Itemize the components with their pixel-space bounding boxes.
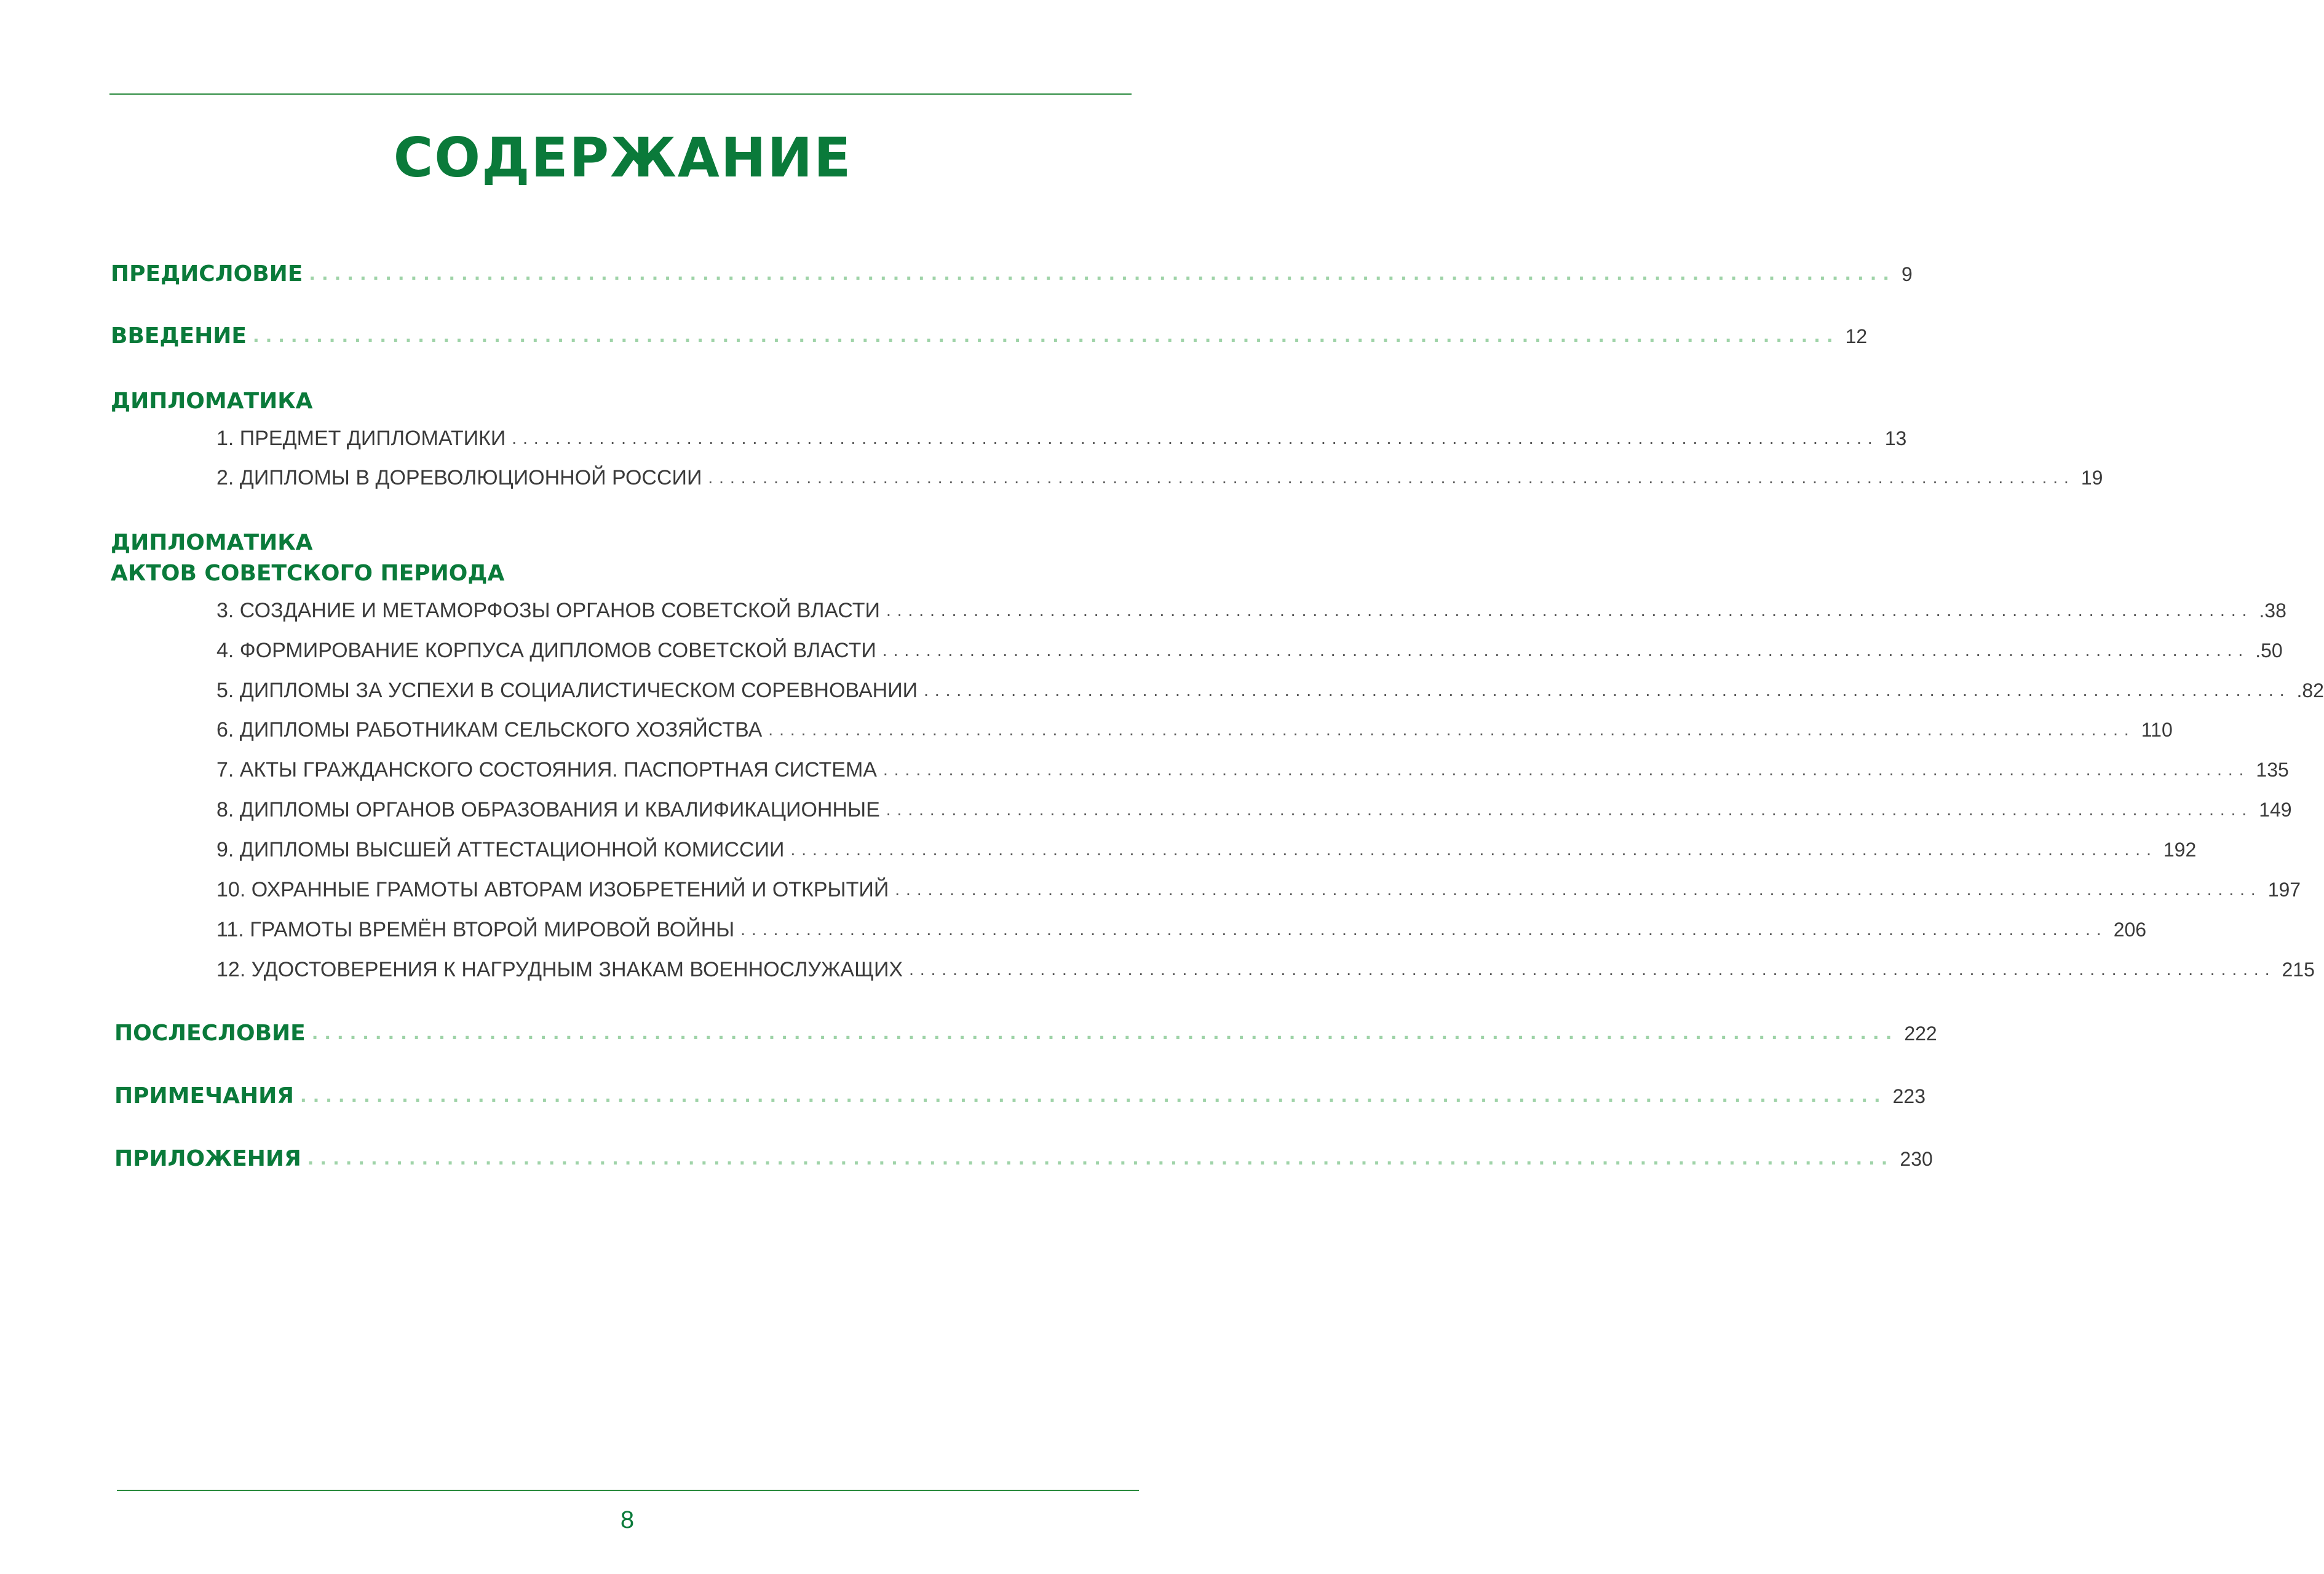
toc-entry-chapter-7[interactable] (216, 758, 2289, 782)
toc-entry-intro[interactable] (111, 323, 1868, 349)
toc-entry-notes[interactable] (114, 1083, 1925, 1109)
dot-leader: ............................................................................................................................. (740, 920, 2108, 939)
toc-page-number: 13 (1884, 427, 1907, 449)
page-title: СОДЕРЖАНИЕ (393, 126, 852, 189)
section-heading-soviet-acts (111, 528, 504, 589)
toc-entry-label: 7. АКТЫ ГРАЖДАНСКОГО СОСТОЯНИЯ. ПАСПОРТНАЯ СИСТЕМА (216, 758, 877, 781)
toc-entry-chapter-2[interactable] (216, 466, 2103, 490)
toc-page-number: 230 (1900, 1148, 1933, 1170)
toc-page-number: 149 (2259, 799, 2292, 821)
dot-leader: ............................................................................................................................. (886, 800, 2253, 819)
toc-entry-label: 5. ДИПЛОМЫ ЗА УСПЕХИ В СОЦИАЛИСТИЧЕСКОМ СОРЕВНОВАНИИ (216, 679, 918, 702)
toc-entry-label: 4. ФОРМИРОВАНИЕ КОРПУСА ДИПЛОМОВ СОВЕТСКОЙ ВЛАСТИ (216, 639, 876, 662)
toc-page-number: .38 (2259, 599, 2286, 622)
top-rule (109, 93, 1132, 95)
dot-leader: ............................................................................................................................. (895, 880, 2262, 899)
toc-entry-label: 9. ДИПЛОМЫ ВЫСШЕЙ АТТЕСТАЦИОННОЙ КОМИССИИ (216, 838, 785, 861)
toc-entry-chapter-9[interactable] (216, 838, 2197, 862)
toc-entry-label: 12. УДОСТОВЕРЕНИЯ К НАГРУДНЫМ ЗНАКАМ ВОЕННОСЛУЖАЩИХ (216, 958, 903, 981)
section-heading-line: ДИПЛОМАТИКА (111, 389, 313, 414)
section-heading-line: АКТОВ СОВЕТСКОГО ПЕРИОДА (111, 561, 505, 586)
section-heading-line: ДИПЛОМАТИКА (111, 530, 313, 555)
toc-page-number: 222 (1904, 1022, 1937, 1045)
dot-leader: ............................................................................................................................. (300, 1086, 1887, 1106)
toc-page-number: 197 (2267, 879, 2301, 901)
toc-entry-label: ПОСЛЕСЛОВИЕ (114, 1021, 306, 1046)
toc-entry-chapter-4[interactable] (216, 639, 2283, 663)
toc-entry-label: 8. ДИПЛОМЫ ОРГАНОВ ОБРАЗОВАНИЯ И КВАЛИФИКАЦИОННЫЕ (216, 798, 880, 821)
toc-entry-label: 6. ДИПЛОМЫ РАБОТНИКАМ СЕЛЬСКОГО ХОЗЯЙСТВА (216, 718, 763, 742)
toc-page-number: 135 (2256, 759, 2289, 781)
toc-entry-chapter-11[interactable] (216, 918, 2147, 942)
dot-leader: ............................................................................................................................. (790, 840, 2157, 859)
dot-leader: ............................................................................................................................. (886, 601, 2253, 620)
toc-page-number: 223 (1892, 1085, 1925, 1107)
dot-leader: ............................................................................................................................. (924, 681, 2291, 700)
page-number: 8 (620, 1506, 635, 1533)
toc-entry-label: ПРИЛОЖЕНИЯ (114, 1146, 301, 1171)
dot-leader: ............................................................................................................................. (909, 960, 2276, 979)
toc-page-number: 12 (1845, 325, 1868, 347)
toc-entry-chapter-8[interactable] (216, 798, 2292, 822)
toc-entry-chapter-3[interactable] (216, 599, 2286, 623)
toc-page-number: 19 (2080, 467, 2103, 489)
toc-entry-chapter-1[interactable] (216, 427, 1907, 451)
toc-page-number: .50 (2255, 639, 2283, 662)
dot-leader: ............................................................................................................................. (882, 641, 2250, 660)
toc-entry-afterword[interactable] (114, 1021, 1937, 1046)
toc-entry-chapter-6[interactable] (216, 718, 2173, 742)
toc-entry-label: 1. ПРЕДМЕТ ДИПЛОМАТИКИ (216, 427, 506, 450)
toc-entry-foreword[interactable] (111, 261, 1913, 287)
toc-entry-label: ПРИМЕЧАНИЯ (114, 1083, 294, 1109)
toc-entry-chapter-12[interactable] (216, 958, 2315, 982)
toc-page-number: 206 (2113, 919, 2147, 941)
dot-leader: ............................................................................................................................. (252, 326, 1839, 346)
dot-leader: ............................................................................................................................. (307, 1149, 1894, 1169)
dot-leader: ............................................................................................................................. (512, 429, 1879, 448)
dot-leader: ............................................................................................................................. (311, 1023, 1898, 1043)
dot-leader: ............................................................................................................................. (708, 468, 2075, 487)
dot-leader: ............................................................................................................................. (768, 720, 2135, 739)
dot-leader: ............................................................................................................................. (309, 264, 1895, 284)
toc-page-number: 215 (2282, 959, 2315, 981)
toc-page-number: 192 (2163, 839, 2197, 861)
toc-page-number: 110 (2141, 719, 2173, 741)
section-heading-diplomatics (111, 386, 312, 417)
toc-entry-chapter-5[interactable] (216, 679, 2324, 703)
toc-entry-label: 3. СОЗДАНИЕ И МЕТАМОРФОЗЫ ОРГАНОВ СОВЕТСКОЙ ВЛАСТИ (216, 599, 880, 622)
toc-entry-label: 11. ГРАМОТЫ ВРЕМЁН ВТОРОЙ МИРОВОЙ ВОЙНЫ (216, 918, 735, 941)
toc-entry-label: 2. ДИПЛОМЫ В ДОРЕВОЛЮЦИОННОЙ РОССИИ (216, 466, 702, 489)
toc-page-number: .82 (2296, 679, 2324, 702)
toc-page-number: 9 (1901, 263, 1913, 285)
dot-leader: ............................................................................................................................. (883, 760, 2250, 779)
toc-entry-label: 10. ОХРАННЫЕ ГРАМОТЫ АВТОРАМ ИЗОБРЕТЕНИЙ И ОТКРЫТИЙ (216, 878, 889, 901)
bottom-rule (117, 1490, 1139, 1491)
toc-entry-appendices[interactable] (114, 1146, 1933, 1171)
toc-entry-label: ВВЕДЕНИЕ (111, 323, 247, 349)
toc-entry-label: ПРЕДИСЛОВИЕ (111, 261, 303, 287)
toc-entry-chapter-10[interactable] (216, 878, 2301, 902)
